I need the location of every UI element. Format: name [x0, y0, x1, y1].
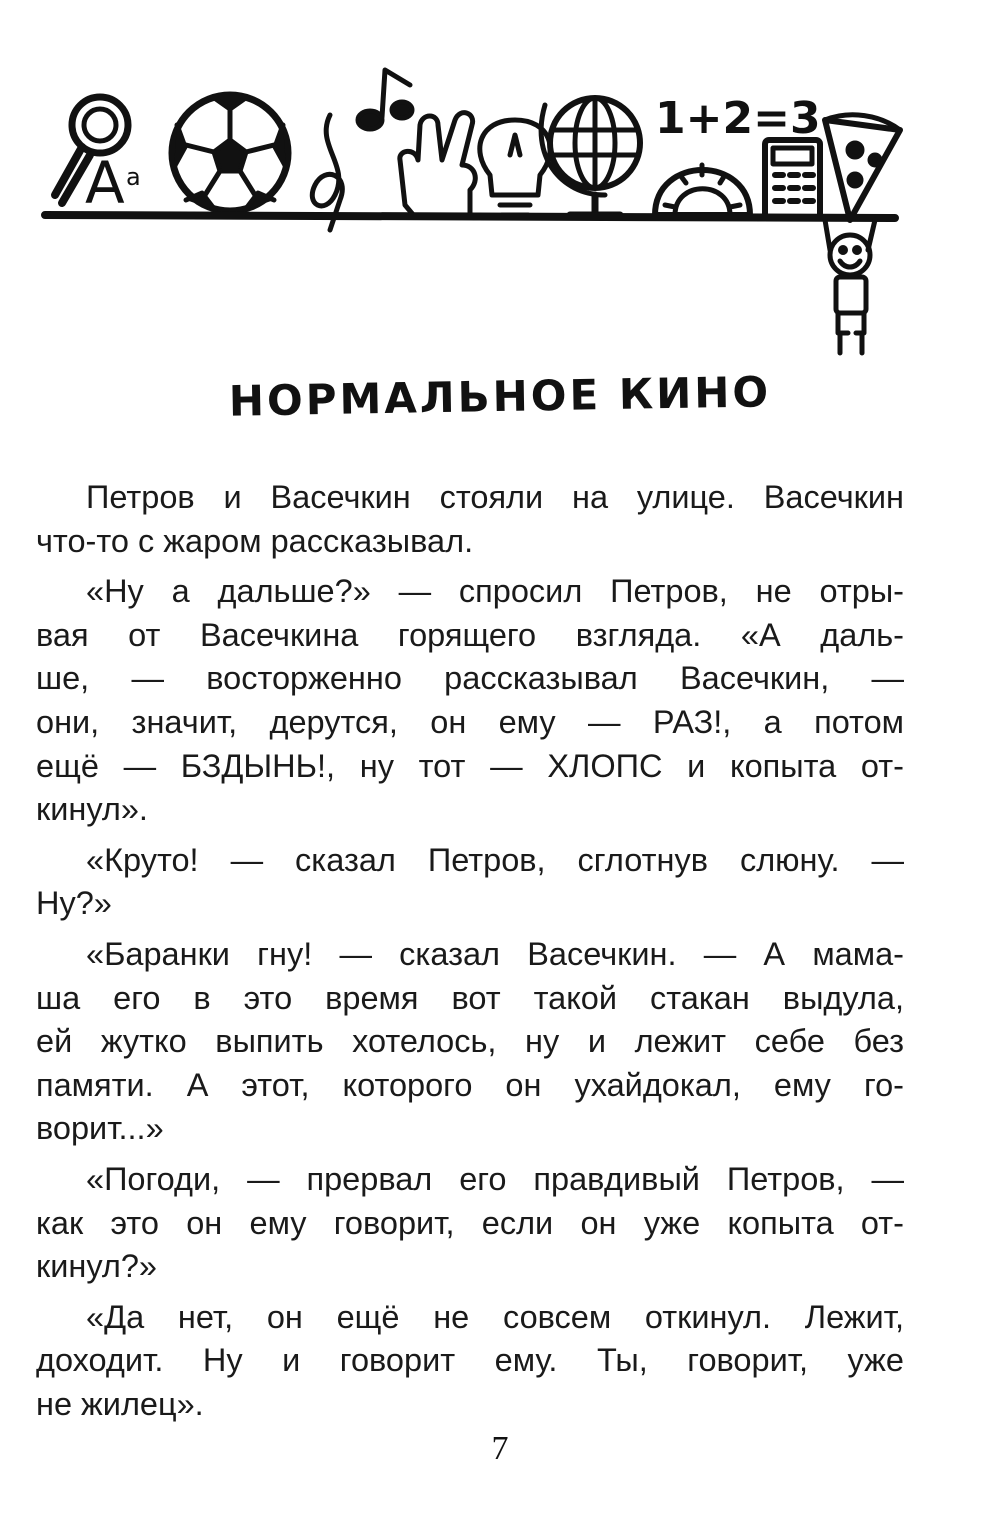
- text-line: не жилец».: [36, 1385, 204, 1422]
- text-line: как это он ему говорит, если он уже копыта от-: [36, 1204, 904, 1241]
- text-line: они, значит, дерутся, он ему — РАЗ!, а потом: [36, 703, 904, 740]
- paragraph: [36, 570, 904, 832]
- letter-a-upper: А: [85, 149, 125, 217]
- math-equation: 1+2=3: [655, 93, 821, 144]
- victory-hand-icon: [400, 113, 475, 217]
- paragraph: [36, 1296, 904, 1427]
- text-line: Ну?»: [36, 885, 112, 922]
- text-line: Петров и Васечкин стояли на улице. Васечкин: [86, 479, 904, 515]
- text-line: вая от Васечкина горящего взгляда. «А даль-: [36, 616, 904, 653]
- text-line: ворит...»: [36, 1110, 164, 1147]
- text-line: ше, — восторженно рассказывал Васечкин, —: [36, 660, 904, 697]
- calculator-icon: [765, 140, 820, 218]
- story-text: [36, 476, 904, 1426]
- text-line: «Ну а дальше?» — спросил Петров, не отры-: [86, 573, 904, 610]
- page-title: НОРМАЛЬНОЕ КИНО: [228, 367, 772, 426]
- text-line: что-то с жаром рассказывал.: [36, 522, 474, 559]
- music-note-icon: [312, 70, 412, 230]
- text-line: «Баранки гну! — сказал Васечкин. — А мама-: [86, 935, 904, 972]
- header-doodles: [30, 55, 910, 365]
- paragraph: [36, 476, 904, 563]
- page-number: 7: [491, 1430, 509, 1467]
- paragraph: [36, 839, 904, 926]
- paragraph: [36, 933, 904, 1151]
- text-line: «Да нет, он ещё не совсем откинул. Лежит,: [86, 1298, 904, 1335]
- text-line: доходит. Ну и говорит ему. Ты, говорит, уже: [36, 1342, 904, 1379]
- globe-icon: [541, 98, 640, 215]
- protractor-icon: [655, 165, 750, 215]
- pizza-slice-icon: [825, 115, 900, 220]
- letter-a-lower: a: [126, 163, 141, 191]
- text-line: «Погоди, — прервал его правдивый Петров, —: [86, 1160, 904, 1197]
- text-line: ша его в это время вот такой стакан выдула,: [36, 979, 904, 1016]
- shelf-line: [45, 215, 895, 218]
- text-line: кинул?»: [36, 1248, 157, 1285]
- text-line: «Круто! — сказал Петров, сглотнув слюну. —: [86, 841, 904, 878]
- text-line: памяти. А этот, которого он ухайдокал, ему го-: [36, 1066, 904, 1103]
- text-line: кинул».: [36, 791, 148, 828]
- text-line: ей жутко выпить хотелось, ну и лежит себе без: [36, 1023, 904, 1060]
- hanging-boy-icon: [825, 220, 875, 353]
- paragraph: [36, 1158, 904, 1289]
- soccer-ball-icon: [172, 95, 288, 211]
- text-line: ещё — БЗДЫНЬ!, ну тот — ХЛОПС и копыта от-: [36, 747, 904, 784]
